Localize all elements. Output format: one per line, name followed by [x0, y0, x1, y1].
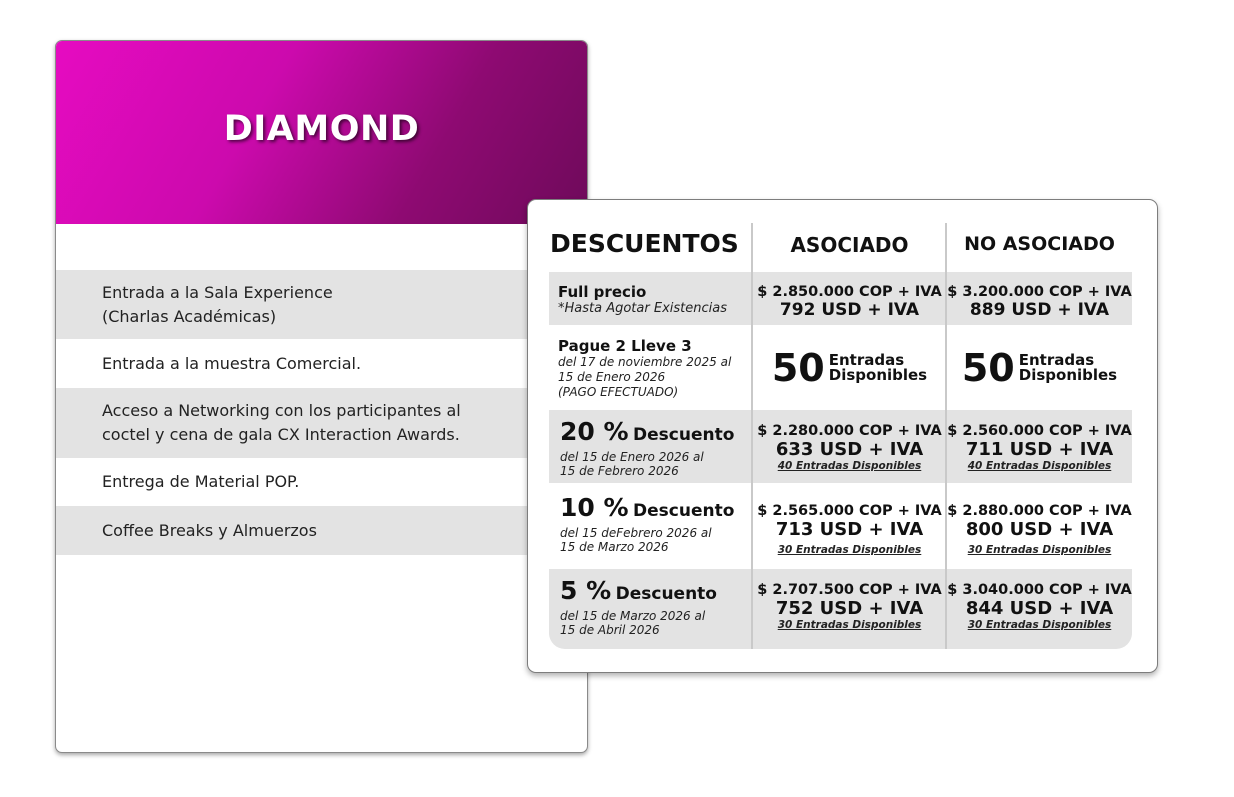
- price-usd: 633 USD + IVA: [775, 439, 924, 460]
- available-count: 50: [771, 345, 825, 390]
- price-usd: 800 USD + IVA: [965, 519, 1114, 540]
- row-date: 15 de Abril 2026: [560, 623, 660, 637]
- feature-item-coffee-breaks: [56, 506, 587, 555]
- row-date: 15 de Enero 2026: [558, 370, 666, 384]
- price-cop: $ 2.707.500 COP + IVA: [757, 582, 942, 598]
- feature-text: Entrega de Material POP.: [102, 472, 300, 491]
- availability-note: 40 Entradas Disponibles: [777, 460, 922, 472]
- row-date: del 15 deFebrero 2026 al: [560, 526, 712, 540]
- row-date: 15 de Marzo 2026: [560, 540, 669, 554]
- price-cop: $ 2.560.000 COP + IVA: [947, 423, 1132, 439]
- feature-item-sala-experience: [56, 270, 587, 339]
- price-usd: 711 USD + IVA: [965, 439, 1114, 460]
- pricing-table: [527, 199, 1158, 673]
- availability-note: 30 Entradas Disponibles: [967, 619, 1112, 631]
- price-cop: $ 2.850.000 COP + IVA: [757, 284, 942, 300]
- discount-percent: 10 %: [560, 493, 629, 522]
- row-status: (PAGO EFECTUADO): [558, 385, 679, 399]
- row-title: Full precio: [558, 283, 647, 301]
- row-title: Pague 2 Lleve 3: [558, 337, 692, 355]
- table-row-20-descuento: [549, 410, 1132, 483]
- feature-list: [56, 270, 587, 555]
- table-row-5-descuento: [549, 569, 1132, 649]
- plan-title: DIAMOND: [223, 108, 420, 149]
- column-divider: [945, 223, 947, 649]
- price-cop: $ 3.040.000 COP + IVA: [947, 582, 1132, 598]
- feature-text: (Charlas Académicas): [102, 306, 277, 326]
- feature-text: Coffee Breaks y Almuerzos: [102, 520, 317, 540]
- row-note: *Hasta Agotar Existencias: [558, 301, 727, 316]
- price-cop: $ 2.280.000 COP + IVA: [757, 423, 942, 439]
- table-row-pague-2-lleve-3: [549, 325, 1132, 410]
- price-usd: 752 USD + IVA: [775, 598, 924, 619]
- discount-word: Descuento: [615, 584, 717, 604]
- available-label: Entradas: [828, 350, 905, 369]
- availability-note: 30 Entradas Disponibles: [777, 619, 922, 631]
- column-header-asociado: ASOCIADO: [790, 233, 909, 257]
- column-header-no-asociado: NO ASOCIADO: [964, 233, 1115, 255]
- discount-word: Descuento: [633, 425, 735, 445]
- row-date: 15 de Febrero 2026: [560, 464, 679, 478]
- price-usd: 844 USD + IVA: [965, 598, 1114, 619]
- price-cop: $ 2.880.000 COP + IVA: [947, 503, 1132, 519]
- availability-note: 30 Entradas Disponibles: [777, 544, 922, 556]
- feature-text: coctel y cena de gala CX Interaction Awards.: [102, 425, 460, 444]
- table-row-full-precio: [549, 272, 1132, 325]
- feature-item-material-pop: [56, 458, 587, 506]
- price-usd: 713 USD + IVA: [775, 519, 924, 540]
- column-header-descuentos: DESCUENTOS: [550, 229, 739, 258]
- discount-word: Descuento: [633, 501, 735, 521]
- feature-text: Entrada a la muestra Comercial.: [102, 353, 362, 373]
- plan-header: [56, 41, 587, 224]
- available-count: 50: [961, 345, 1015, 390]
- discount-percent: 20 %: [560, 417, 629, 446]
- feature-text: Acceso a Networking con los participantes al: [102, 401, 461, 420]
- feature-item-muestra-comercial: [56, 339, 587, 388]
- available-label: Disponibles: [828, 365, 928, 384]
- available-label: Entradas: [1018, 350, 1095, 369]
- availability-note: 30 Entradas Disponibles: [967, 544, 1112, 556]
- table-row-10-descuento: [549, 483, 1132, 569]
- price-usd: 792 USD + IVA: [779, 300, 920, 320]
- feature-item-networking: [56, 388, 587, 458]
- row-date: del 15 de Marzo 2026 al: [560, 609, 706, 623]
- feature-text: Entrada a la Sala Experience: [102, 282, 333, 302]
- column-divider: [751, 223, 753, 649]
- price-usd: 889 USD + IVA: [969, 300, 1110, 320]
- discount-percent: 5 %: [560, 576, 612, 605]
- price-cop: $ 3.200.000 COP + IVA: [947, 284, 1132, 300]
- row-date: del 17 de noviembre 2025 al: [558, 355, 732, 369]
- row-date: del 15 de Enero 2026 al: [560, 450, 704, 464]
- availability-note: 40 Entradas Disponibles: [967, 460, 1112, 472]
- available-label: Disponibles: [1018, 365, 1118, 384]
- plan-card-diamond: [55, 40, 588, 753]
- price-cop: $ 2.565.000 COP + IVA: [757, 503, 942, 519]
